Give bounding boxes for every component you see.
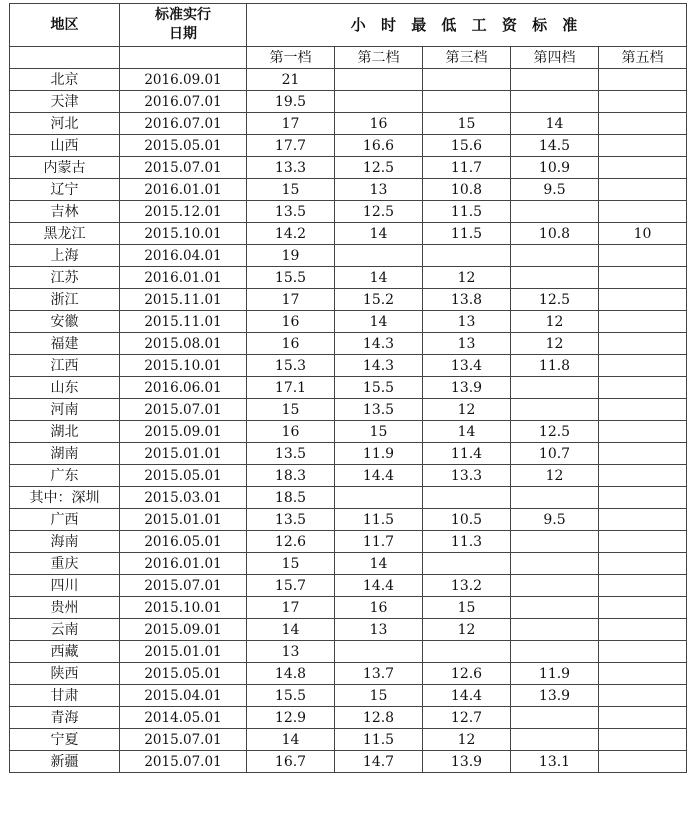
tier-4-cell: 12.5 [511,289,599,311]
table-row [10,223,687,245]
header-date [120,4,247,47]
tier-1-cell: 14.2 [247,223,335,245]
table-row [10,311,687,333]
tier-2-cell [335,487,423,509]
tier-2-cell [335,245,423,267]
region-cell: 湖北 [10,421,120,443]
tier-3-cell [423,553,511,575]
table-row [10,685,687,707]
tier-5-cell: 10 [599,223,687,245]
tier-1-cell: 16.7 [247,751,335,773]
date-cell: 2015.01.01 [120,443,247,465]
tier-2-cell: 11.7 [335,531,423,553]
table-row [10,729,687,751]
region-cell: 山西 [10,135,120,157]
date-cell: 2015.07.01 [120,575,247,597]
tier-5-cell [599,443,687,465]
date-cell: 2015.01.01 [120,509,247,531]
tier-5-cell [599,553,687,575]
tier-5-cell [599,663,687,685]
tier-4-cell: 10.8 [511,223,599,245]
tier-3-cell: 10.5 [423,509,511,531]
table-row [10,289,687,311]
region-cell: 天津 [10,91,120,113]
subheader-row [10,47,687,69]
tier-2-cell: 15.2 [335,289,423,311]
tier-4-cell [511,69,599,91]
tier-3-cell: 13.9 [423,377,511,399]
tier-4-cell: 10.7 [511,443,599,465]
tier-1-cell: 13.5 [247,201,335,223]
region-cell: 其中：深圳 [10,487,120,509]
tier-5-cell [599,619,687,641]
tier-2-cell: 13 [335,619,423,641]
tier-2-cell: 14.4 [335,575,423,597]
tier-1-cell: 19.5 [247,91,335,113]
region-cell: 新疆 [10,751,120,773]
tier-2-cell: 15 [335,685,423,707]
tier-5-cell [599,685,687,707]
date-cell: 2016.07.01 [120,91,247,113]
date-cell: 2016.07.01 [120,113,247,135]
tier-3-cell: 12 [423,729,511,751]
tier-5-cell [599,421,687,443]
tier-1-cell: 17.1 [247,377,335,399]
tier-3-cell: 13.2 [423,575,511,597]
tier-3-cell: 14 [423,421,511,443]
tier-4-cell [511,575,599,597]
tier-2-cell: 14 [335,553,423,575]
date-cell: 2015.05.01 [120,465,247,487]
region-cell: 海南 [10,531,120,553]
table-row [10,443,687,465]
tier-2-cell: 16 [335,597,423,619]
tier-1-cell: 15.5 [247,267,335,289]
header-row [10,4,687,47]
region-cell: 辽宁 [10,179,120,201]
region-cell: 河北 [10,113,120,135]
region-cell: 湖南 [10,443,120,465]
tier-4-cell [511,377,599,399]
tier-3-cell: 12.7 [423,707,511,729]
tier-2-header: 第二档 [335,47,423,69]
tier-5-cell [599,355,687,377]
tier-3-cell: 13.3 [423,465,511,487]
subheader-empty-date [120,47,247,69]
table-row [10,377,687,399]
tier-5-cell [599,267,687,289]
tier-5-cell [599,69,687,91]
tier-4-cell [511,201,599,223]
region-cell: 四川 [10,575,120,597]
tier-5-cell [599,707,687,729]
tier-5-cell [599,399,687,421]
region-cell: 重庆 [10,553,120,575]
date-cell: 2015.03.01 [120,487,247,509]
tier-2-cell: 15.5 [335,377,423,399]
tier-1-cell: 17 [247,289,335,311]
region-cell: 陕西 [10,663,120,685]
tier-4-cell: 12.5 [511,421,599,443]
tier-3-cell [423,487,511,509]
table-row [10,421,687,443]
date-cell: 2015.10.01 [120,355,247,377]
tier-5-header: 第五档 [599,47,687,69]
tier-3-cell: 13 [423,333,511,355]
tier-3-cell: 10.8 [423,179,511,201]
tier-4-cell [511,267,599,289]
tier-4-cell [511,619,599,641]
tier-1-cell: 16 [247,311,335,333]
minimum-wage-table [9,3,687,773]
date-cell: 2014.05.01 [120,707,247,729]
tier-3-cell: 11.5 [423,223,511,245]
table-row [10,619,687,641]
tier-1-cell: 14 [247,729,335,751]
date-cell: 2015.05.01 [120,135,247,157]
tier-1-cell: 18.5 [247,487,335,509]
tier-2-cell: 14 [335,223,423,245]
region-cell: 云南 [10,619,120,641]
tier-2-cell: 11.5 [335,509,423,531]
region-cell: 北京 [10,69,120,91]
tier-5-cell [599,113,687,135]
table-row [10,135,687,157]
tier-1-cell: 17 [247,113,335,135]
table-row [10,91,687,113]
tier-2-cell: 14 [335,311,423,333]
tier-2-cell: 15 [335,421,423,443]
tier-1-cell: 15 [247,179,335,201]
tier-1-cell: 17 [247,597,335,619]
table-row [10,201,687,223]
table-body [10,69,687,773]
tier-3-cell: 14.4 [423,685,511,707]
date-cell: 2015.07.01 [120,157,247,179]
tier-5-cell [599,531,687,553]
tier-4-cell: 9.5 [511,509,599,531]
tier-4-cell [511,91,599,113]
table-row [10,597,687,619]
tier-5-cell [599,729,687,751]
watermark-overlay [574,785,694,801]
tier-5-cell [599,91,687,113]
tier-3-cell [423,91,511,113]
tier-3-header: 第三档 [423,47,511,69]
tier-1-cell: 13.3 [247,157,335,179]
tier-3-cell: 15 [423,597,511,619]
tier-4-cell [511,553,599,575]
tier-2-cell: 16.6 [335,135,423,157]
tier-1-cell: 15.7 [247,575,335,597]
table-row [10,399,687,421]
tier-5-cell [599,135,687,157]
date-cell: 2015.09.01 [120,619,247,641]
region-cell: 山东 [10,377,120,399]
date-cell: 2016.01.01 [120,553,247,575]
tier-1-cell: 16 [247,333,335,355]
tier-5-cell [599,465,687,487]
tier-5-cell [599,487,687,509]
tier-1-cell: 15 [247,553,335,575]
tier-2-cell: 13.7 [335,663,423,685]
tier-4-cell: 9.5 [511,179,599,201]
tier-1-cell: 16 [247,421,335,443]
header-region: 地区 [10,4,120,47]
tier-5-cell [599,575,687,597]
tier-1-cell: 14 [247,619,335,641]
table-row [10,531,687,553]
tier-3-cell: 11.4 [423,443,511,465]
table-row [10,245,687,267]
table-row [10,751,687,773]
wage-table-container [9,3,687,773]
region-cell: 广西 [10,509,120,531]
tier-4-cell [511,707,599,729]
tier-3-cell [423,245,511,267]
table-row [10,575,687,597]
tier-4-cell: 12 [511,465,599,487]
region-cell: 黑龙江 [10,223,120,245]
tier-3-cell: 13.8 [423,289,511,311]
region-cell: 江苏 [10,267,120,289]
tier-1-cell: 17.7 [247,135,335,157]
date-cell: 2015.07.01 [120,399,247,421]
date-cell: 2015.08.01 [120,333,247,355]
tier-1-cell: 13.5 [247,443,335,465]
tier-5-cell [599,641,687,663]
tier-1-cell: 15 [247,399,335,421]
tier-4-cell [511,399,599,421]
region-cell: 宁夏 [10,729,120,751]
tier-4-cell: 11.9 [511,663,599,685]
table-row [10,333,687,355]
tier-1-cell: 19 [247,245,335,267]
tier-4-cell [511,487,599,509]
table-row [10,179,687,201]
tier-1-cell: 21 [247,69,335,91]
tier-5-cell [599,597,687,619]
tier-4-cell [511,597,599,619]
table-row [10,641,687,663]
table-row [10,267,687,289]
date-cell: 2016.04.01 [120,245,247,267]
tier-5-cell [599,377,687,399]
region-cell: 甘肃 [10,685,120,707]
tier-5-cell [599,333,687,355]
header-date-label: 标准实行日期 [155,7,211,42]
tier-1-cell: 15.5 [247,685,335,707]
region-cell: 青海 [10,707,120,729]
tier-3-cell: 13.9 [423,751,511,773]
tier-2-cell: 13 [335,179,423,201]
tier-3-cell: 11.5 [423,201,511,223]
date-cell: 2015.05.01 [120,663,247,685]
region-cell: 安徽 [10,311,120,333]
region-cell: 江西 [10,355,120,377]
date-cell: 2016.01.01 [120,179,247,201]
table-row [10,707,687,729]
date-cell: 2015.04.01 [120,685,247,707]
tier-4-header: 第四档 [511,47,599,69]
tier-1-cell: 18.3 [247,465,335,487]
region-cell: 贵州 [10,597,120,619]
region-cell: 广东 [10,465,120,487]
region-cell: 福建 [10,333,120,355]
tier-4-cell [511,531,599,553]
region-cell: 内蒙古 [10,157,120,179]
tier-1-cell: 13 [247,641,335,663]
tier-4-cell: 13.9 [511,685,599,707]
tier-5-cell [599,289,687,311]
table-row [10,465,687,487]
table-row [10,663,687,685]
date-cell: 2015.11.01 [120,289,247,311]
date-cell: 2015.09.01 [120,421,247,443]
tier-3-cell: 15.6 [423,135,511,157]
tier-2-cell: 14.3 [335,355,423,377]
table-row [10,113,687,135]
header-title: 小 时 最 低 工 资 标 准 [247,4,687,47]
date-cell: 2015.07.01 [120,729,247,751]
tier-3-cell: 12 [423,619,511,641]
tier-4-cell: 12 [511,333,599,355]
tier-2-cell: 11.9 [335,443,423,465]
tier-2-cell [335,69,423,91]
date-cell: 2015.07.01 [120,751,247,773]
date-cell: 2015.10.01 [120,223,247,245]
tier-3-cell: 12.6 [423,663,511,685]
tier-2-cell: 14.4 [335,465,423,487]
tier-4-cell: 13.1 [511,751,599,773]
tier-3-cell: 12 [423,267,511,289]
date-cell: 2016.01.01 [120,267,247,289]
tier-1-cell: 13.5 [247,509,335,531]
tier-3-cell: 11.3 [423,531,511,553]
tier-4-cell: 14.5 [511,135,599,157]
tier-2-cell [335,641,423,663]
region-cell: 上海 [10,245,120,267]
tier-2-cell: 14.7 [335,751,423,773]
tier-2-cell: 11.5 [335,729,423,751]
table-row [10,553,687,575]
tier-3-cell: 15 [423,113,511,135]
table-row [10,509,687,531]
tier-2-cell: 14.3 [335,333,423,355]
tier-2-cell: 12.8 [335,707,423,729]
table-row [10,157,687,179]
tier-4-cell [511,641,599,663]
region-cell: 西藏 [10,641,120,663]
tier-4-cell: 10.9 [511,157,599,179]
date-cell: 2015.11.01 [120,311,247,333]
tier-5-cell [599,157,687,179]
tier-5-cell [599,179,687,201]
tier-3-cell: 13.4 [423,355,511,377]
tier-1-header: 第一档 [247,47,335,69]
tier-3-cell: 13 [423,311,511,333]
date-cell: 2016.06.01 [120,377,247,399]
date-cell: 2015.01.01 [120,641,247,663]
tier-4-cell [511,729,599,751]
tier-3-cell [423,69,511,91]
tier-1-cell: 12.9 [247,707,335,729]
tier-3-cell [423,641,511,663]
tier-4-cell [511,245,599,267]
region-cell: 浙江 [10,289,120,311]
date-cell: 2015.12.01 [120,201,247,223]
date-cell: 2016.05.01 [120,531,247,553]
tier-2-cell: 13.5 [335,399,423,421]
table-row [10,487,687,509]
tier-1-cell: 15.3 [247,355,335,377]
tier-2-cell [335,91,423,113]
region-cell: 河南 [10,399,120,421]
tier-4-cell: 14 [511,113,599,135]
tier-5-cell [599,509,687,531]
region-cell: 吉林 [10,201,120,223]
tier-4-cell: 11.8 [511,355,599,377]
date-cell: 2015.10.01 [120,597,247,619]
tier-1-cell: 14.8 [247,663,335,685]
tier-5-cell [599,311,687,333]
tier-2-cell: 12.5 [335,201,423,223]
tier-2-cell: 12.5 [335,157,423,179]
date-cell: 2016.09.01 [120,69,247,91]
tier-3-cell: 12 [423,399,511,421]
tier-2-cell: 16 [335,113,423,135]
tier-4-cell: 12 [511,311,599,333]
table-row [10,69,687,91]
table-row [10,355,687,377]
tier-1-cell: 12.6 [247,531,335,553]
tier-5-cell [599,245,687,267]
tier-2-cell: 14 [335,267,423,289]
subheader-empty-region [10,47,120,69]
tier-5-cell [599,751,687,773]
tier-3-cell: 11.7 [423,157,511,179]
tier-5-cell [599,201,687,223]
